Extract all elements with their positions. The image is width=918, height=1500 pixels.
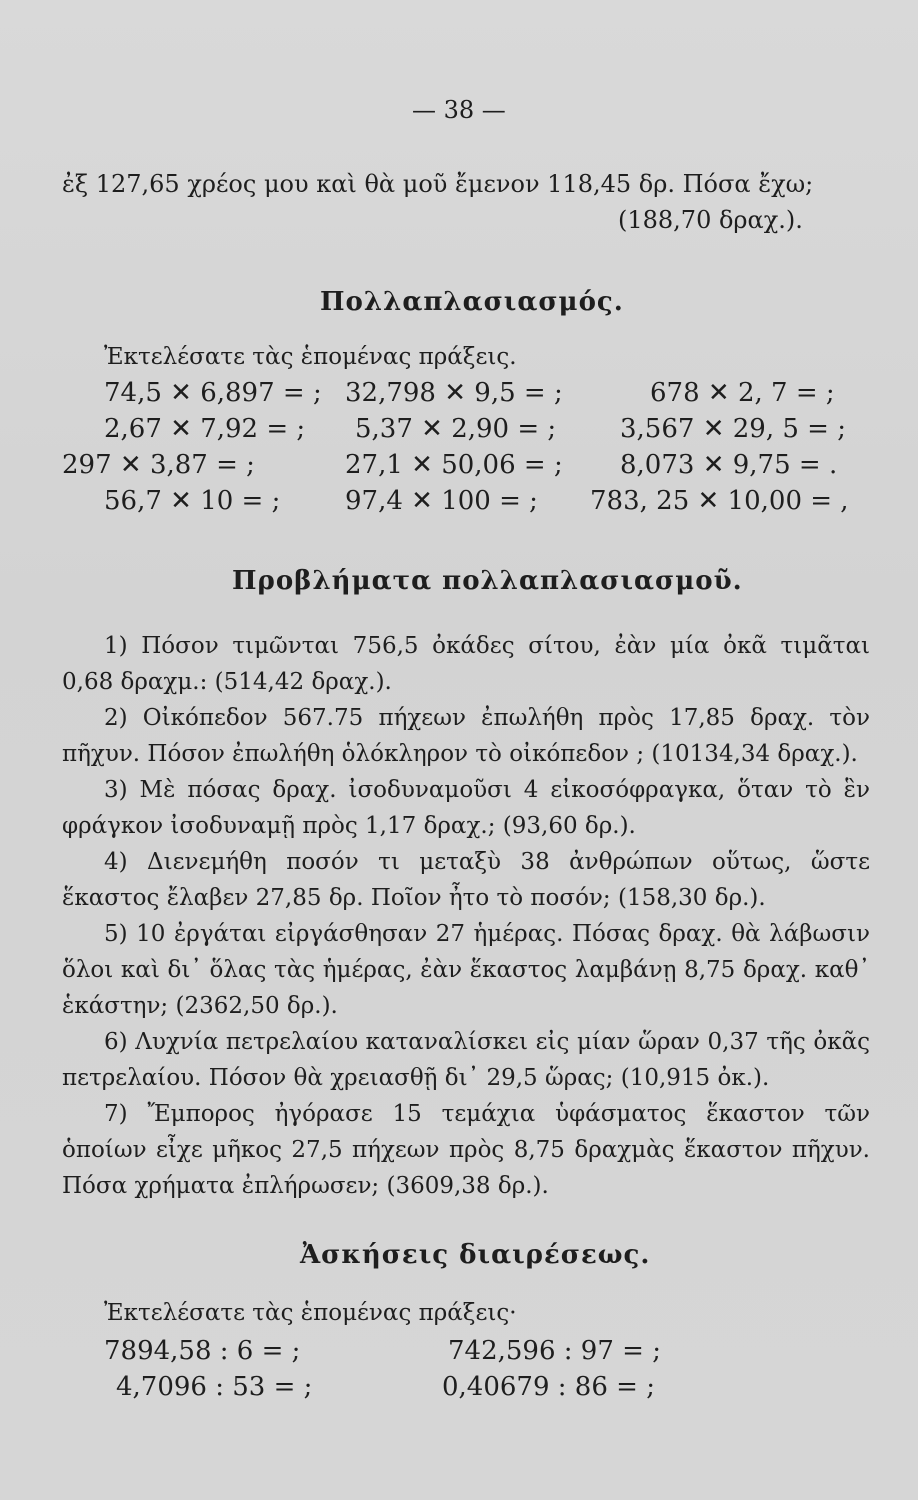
page-number: — 38 — (412, 96, 506, 124)
problem-6 (62, 1024, 870, 1096)
section-title-division-exercises: Ἀσκήσεις διαιρέσεως. (300, 1240, 651, 1270)
section-title-multiplication: Πολλαπλασιασμός. (320, 287, 624, 317)
problem-3 (62, 772, 870, 844)
exercise-cell: 3,567 ✕ 29, 5 = ; (620, 414, 846, 444)
problem-text: 1) Πόσον τιμῶνται 756,5 ὀκάδες σίτου, ἐὰν μία ὀκᾶ τιμᾶται 0,68 δραχμ.: (514,42 δραχ.). (62, 633, 870, 695)
problem-text: 6) Λυχνία πετρελαίου καταναλίσκει εἰς μίαν ὥραν 0,37 τῆς ὀκᾶς πετρελαίου. Πόσον θὰ χρειασθῇ δι᾽ 29,5 ὥρας; (10,915 ὀκ.). (62, 1029, 870, 1091)
problem-text: 4) Διενεμήθη ποσόν τι μεταξὺ 38 ἀνθρώπων οὕτως, ὥστε ἕκαστος ἔλαβεν 27,85 δρ. Ποῖον ἦτο τὸ ποσόν; (158,30 δρ.). (62, 849, 870, 911)
problem-2 (62, 700, 870, 772)
exercise-cell: 97,4 ✕ 100 = ; (345, 486, 538, 516)
problem-1 (62, 628, 870, 700)
exercise-cell: 56,7 ✕ 10 = ; (104, 486, 281, 516)
intro-answer: (188,70 δραχ.). (618, 206, 803, 234)
problem-text: 7) Ἔμπορος ἠγόρασε 15 τεμάχια ὑφάσματος ἕκαστον τῶν ὁποίων εἶχε μῆκος 27,5 πήχεων πρὸς 8,75 δραχμὰς ἕκαστον πῆχυν. Πόσα χρήματα ἐπλήρωσεν; (3609,38 δρ.). (62, 1101, 870, 1199)
division-instruction: Ἐκτελέσατε τὰς ἑπομένας πράξεις· (104, 1300, 517, 1326)
exercise-cell: 5,37 ✕ 2,90 = ; (355, 414, 557, 444)
exercise-cell: 2,67 ✕ 7,92 = ; (104, 414, 306, 444)
intro-line: ἐξ 127,65 χρέος μου καὶ θὰ μοῦ ἔμενον 118,45 δρ. Πόσα ἔχω; (62, 170, 814, 198)
exercise-cell: 742,596 : 97 = ; (448, 1336, 661, 1366)
exercise-cell: 8,073 ✕ 9,75 = . (620, 450, 838, 480)
exercise-cell: 783, 25 ✕ 10,00 = , (590, 486, 849, 516)
problem-text: 2) Οἰκόπεδον 567.75 πήχεων ἐπωλήθη πρὸς 17,85 δραχ. τὸν πῆχυν. Πόσον ἐπωλήθη ὁλόκληρον τὸ οἰκόπεδον ; (10134,34 δραχ.). (62, 705, 870, 767)
problem-text: 3) Μὲ πόσας δραχ. ἰσοδυναμοῦσι 4 εἰκοσόφραγκα, ὅταν τὸ ἓν φράγκον ἰσοδυναμῇ πρὸς 1,17 δραχ.; (93,60 δρ.). (62, 777, 870, 839)
exercise-cell: 4,7096 : 53 = ; (116, 1372, 313, 1402)
exercise-cell: 27,1 ✕ 50,06 = ; (345, 450, 563, 480)
problem-4 (62, 844, 870, 916)
exercise-cell: 7894,58 : 6 = ; (104, 1336, 301, 1366)
multiplication-instruction: Ἐκτελέσατε τὰς ἑπομένας πράξεις. (104, 344, 517, 370)
problem-7 (62, 1096, 870, 1204)
exercise-cell: 678 ✕ 2, 7 = ; (650, 378, 835, 408)
section-title-multiplication-problems: Προβλήματα πολλαπλασιασμοῦ. (232, 566, 743, 596)
problem-5 (62, 916, 870, 1024)
exercise-cell: 32,798 ✕ 9,5 = ; (345, 378, 563, 408)
exercise-cell: 74,5 ✕ 6,897 = ; (104, 378, 322, 408)
exercise-cell: 0,40679 : 86 = ; (442, 1372, 655, 1402)
problem-text: 5) 10 ἐργάται εἰργάσθησαν 27 ἡμέρας. Πόσας δραχ. θὰ λάβωσιν ὅλοι καὶ δι᾽ ὅλας τὰς ἡμέρας, ἐὰν ἕκαστος λαμβάνῃ 8,75 δραχ. καθ᾽ ἑκάστην; (2362,50 δρ.). (62, 921, 870, 1019)
exercise-cell: 297 ✕ 3,87 = ; (62, 450, 255, 480)
